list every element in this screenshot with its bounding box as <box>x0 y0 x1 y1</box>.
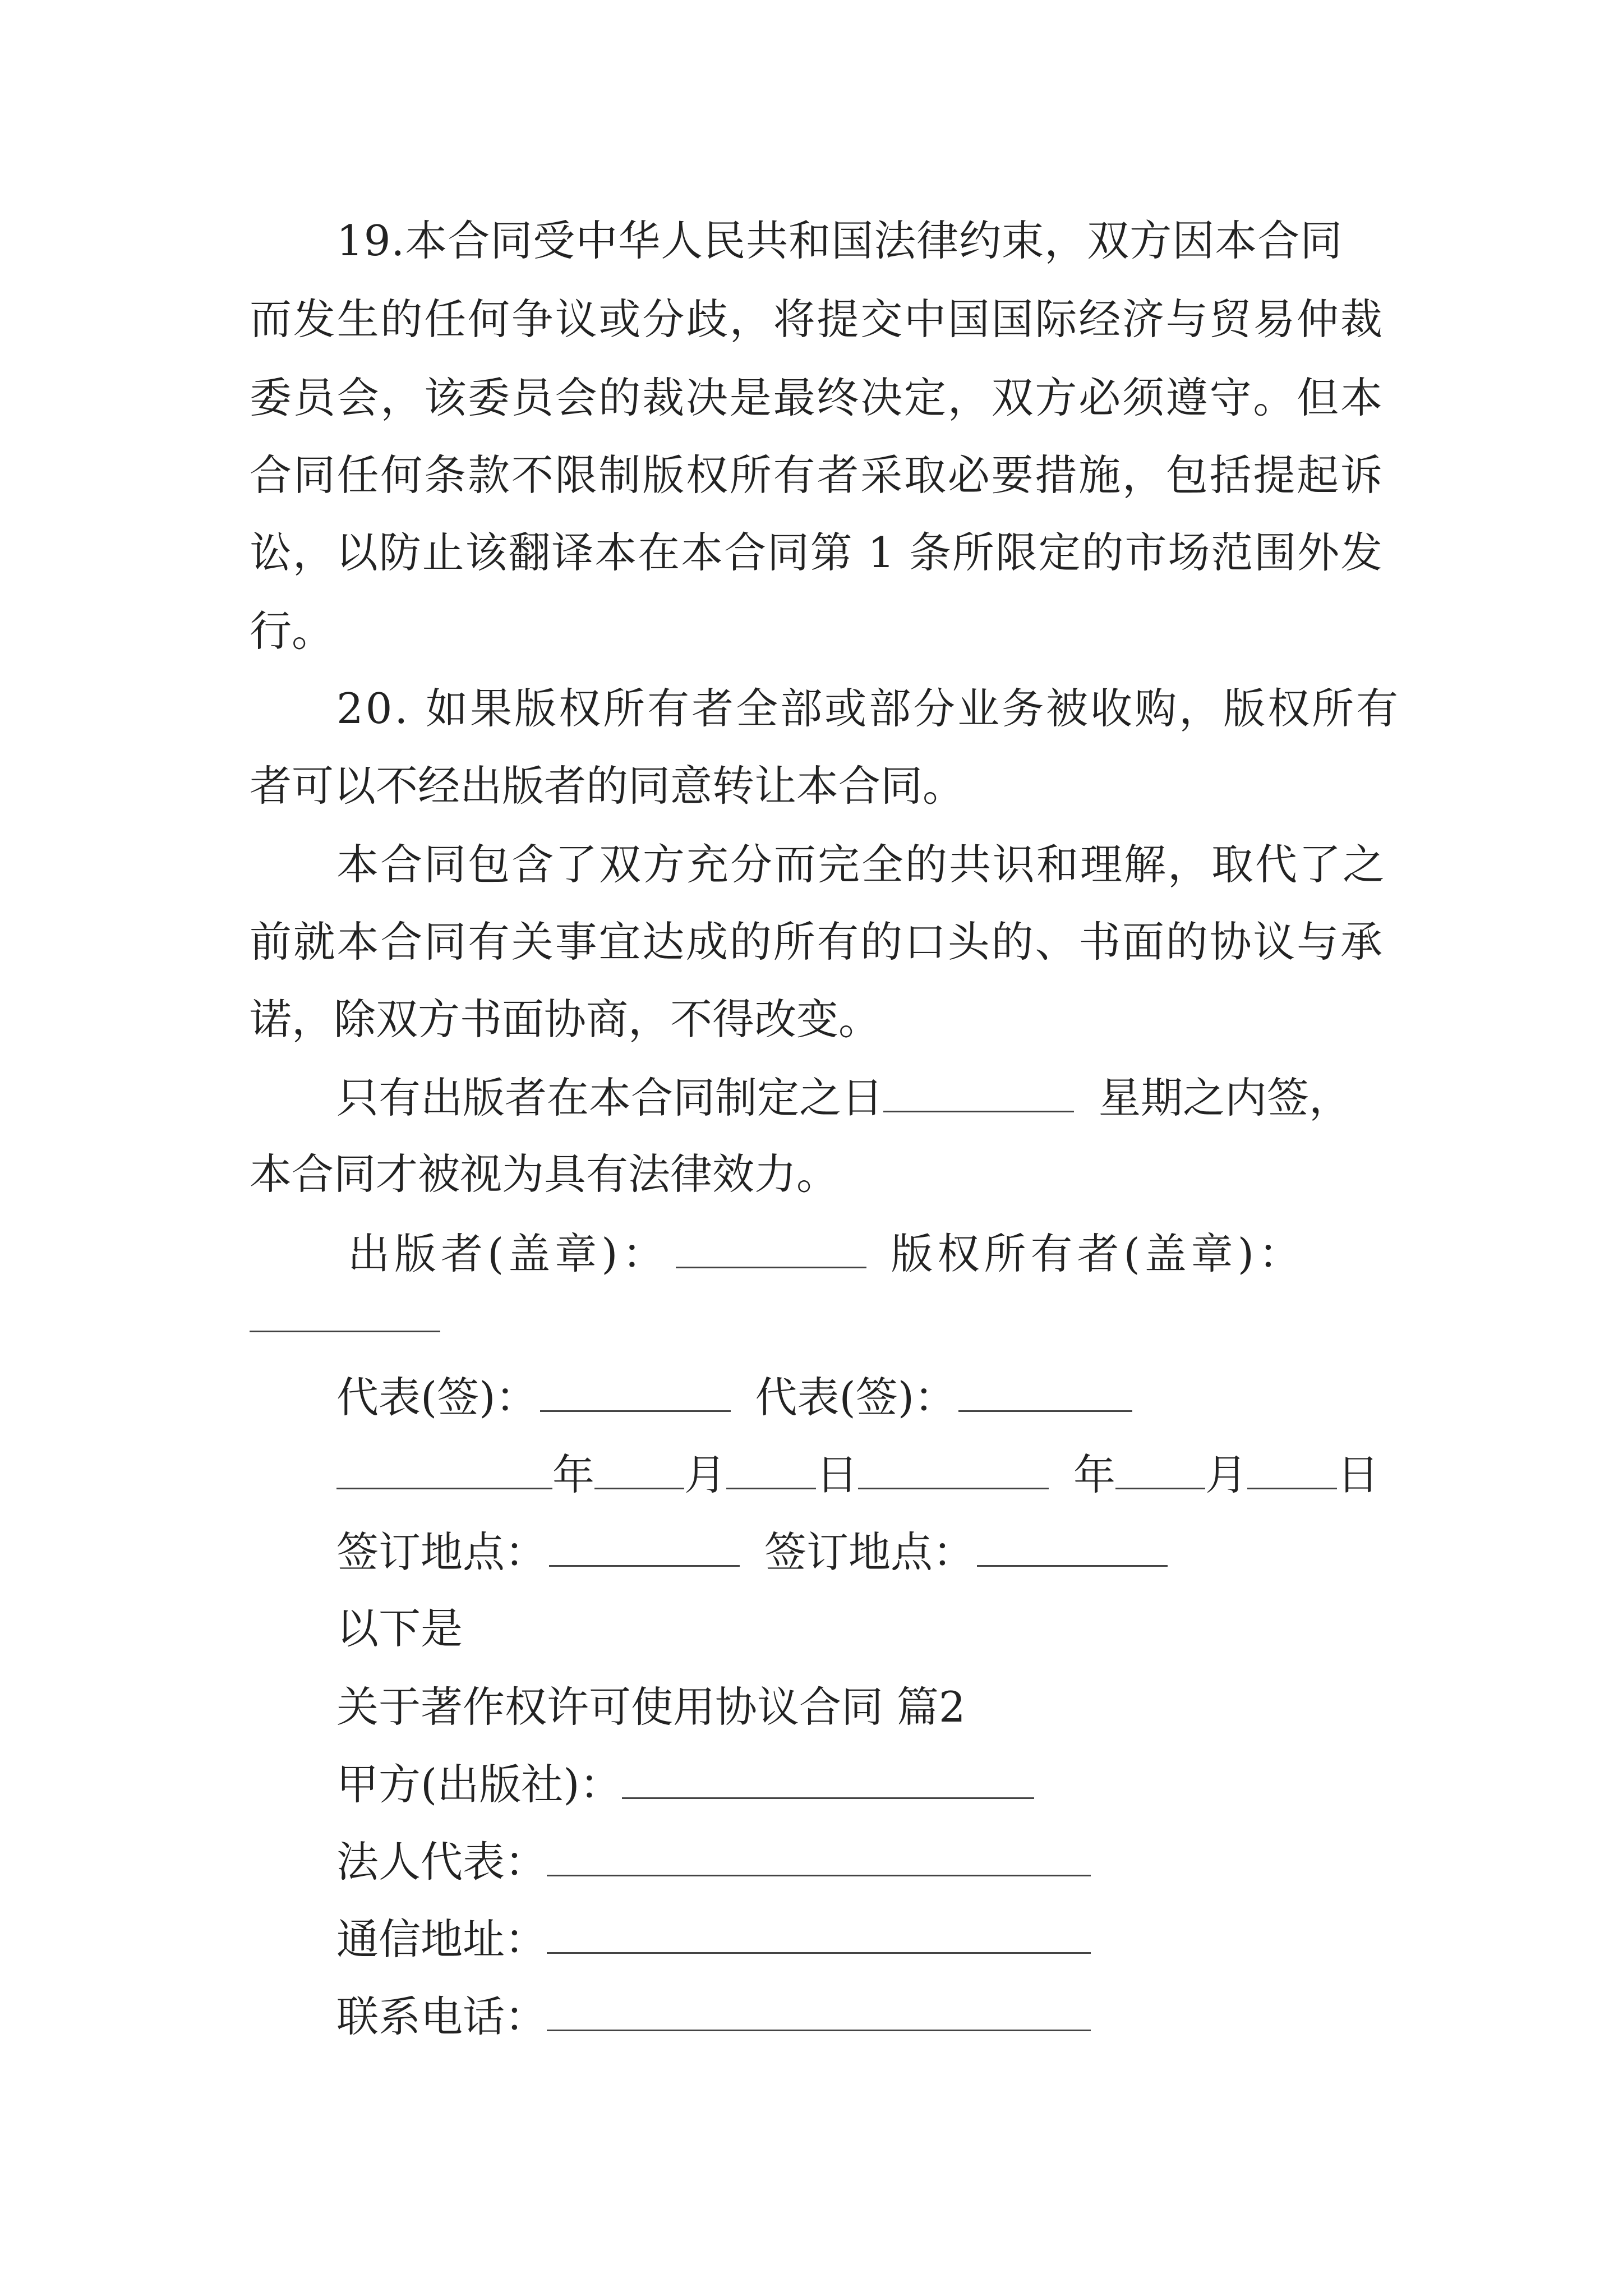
rep-1-blank[interactable] <box>540 1375 731 1412</box>
phone-label: 联系电话： <box>336 1992 547 2041</box>
article-19-line-4: 合同任何条款不限制版权所有者采取必要措施，包括提起诉 <box>250 450 1382 500</box>
validity-line-1 <box>336 1073 1352 1122</box>
owner-seal-label: 版权所有者(盖章)： <box>891 1229 1306 1278</box>
weeks-blank[interactable] <box>883 1076 1074 1112</box>
date-1-day-blank[interactable] <box>726 1453 816 1489</box>
validity-text-b: 星期之内签， <box>1099 1073 1352 1122</box>
party-a-line <box>336 1760 1034 1809</box>
month-1-label: 月 <box>684 1450 727 1499</box>
rep-2-blank[interactable] <box>958 1375 1132 1412</box>
article-20-line-2: 者可以不经出版者的同意转让本合同。 <box>250 761 965 811</box>
day-2-label: 日 <box>1337 1450 1380 1499</box>
following-text: 以下是 <box>336 1604 463 1653</box>
legal-rep-blank[interactable] <box>547 1840 1091 1876</box>
article-19-line-3: 委员会，该委员会的裁决是最终决定，双方必须遵守。但本 <box>250 373 1382 422</box>
date-line <box>336 1450 1380 1499</box>
place-2-label: 签订地点： <box>764 1527 975 1577</box>
date-2-day-blank[interactable] <box>1247 1453 1337 1489</box>
address-blank[interactable] <box>547 1917 1091 1954</box>
party-a-label: 甲方(出版社)： <box>336 1760 622 1809</box>
date-1-year-blank[interactable] <box>336 1453 552 1489</box>
address-line <box>336 1915 1091 1964</box>
rep-1-label: 代表(签)： <box>336 1373 538 1422</box>
entire-agreement-line-3: 诺，除双方书面协商，不得改变。 <box>250 995 881 1044</box>
place-1-label: 签订地点： <box>336 1527 547 1577</box>
date-2-month-blank[interactable] <box>1115 1453 1205 1489</box>
seal-line <box>348 1229 1306 1278</box>
validity-line-2: 本合同才被视为具有法律效力。 <box>250 1149 839 1199</box>
year-2-label: 年 <box>1073 1450 1116 1499</box>
legal-rep-line <box>336 1837 1091 1887</box>
place-1-blank[interactable] <box>549 1530 740 1567</box>
article-19-line-5: 讼，以防止该翻译本在本合同第 1 条所限定的市场范围外发 <box>250 528 1382 577</box>
phone-blank[interactable] <box>547 1995 1091 2031</box>
publisher-seal-blank[interactable] <box>676 1232 866 1268</box>
representative-line <box>336 1373 1132 1422</box>
place-line <box>336 1527 1168 1577</box>
contract-2-title: 关于著作权许可使用协议合同 篇2 <box>336 1682 966 1732</box>
entire-agreement-line-1: 本合同包含了双方充分而完全的共识和理解，取代了之 <box>336 840 1387 889</box>
date-1-month-blank[interactable] <box>594 1453 684 1489</box>
phone-line <box>336 1992 1091 2041</box>
month-2-label: 月 <box>1205 1450 1248 1499</box>
place-2-blank[interactable] <box>977 1530 1168 1567</box>
year-1-label: 年 <box>552 1450 595 1499</box>
article-19-line-6: 行。 <box>250 606 334 656</box>
party-a-blank[interactable] <box>622 1763 1034 1799</box>
rep-2-label: 代表(签)： <box>755 1373 957 1422</box>
address-label: 通信地址： <box>336 1915 547 1964</box>
legal-rep-label: 法人代表： <box>336 1837 547 1887</box>
publisher-seal-label: 出版者(盖章)： <box>348 1229 669 1278</box>
date-2-year-blank[interactable] <box>858 1453 1049 1489</box>
owner-seal-blank[interactable] <box>250 1299 440 1332</box>
article-19-line-2: 而发生的任何争议或分歧，将提交中国国际经济与贸易仲裁 <box>250 295 1382 344</box>
entire-agreement-line-2: 前就本合同有关事宜达成的所有的口头的、书面的协议与承 <box>250 917 1382 967</box>
validity-text-a: 只有出版者在本合同制定之日 <box>336 1073 884 1122</box>
article-20-line-1: 20. 如果版权所有者全部或部分业务被收购，版权所有 <box>336 684 1401 733</box>
article-19-line-1: 19.本合同受中华人民共和国法律约束，双方因本合同 <box>336 216 1343 265</box>
day-1-label: 日 <box>816 1450 859 1499</box>
